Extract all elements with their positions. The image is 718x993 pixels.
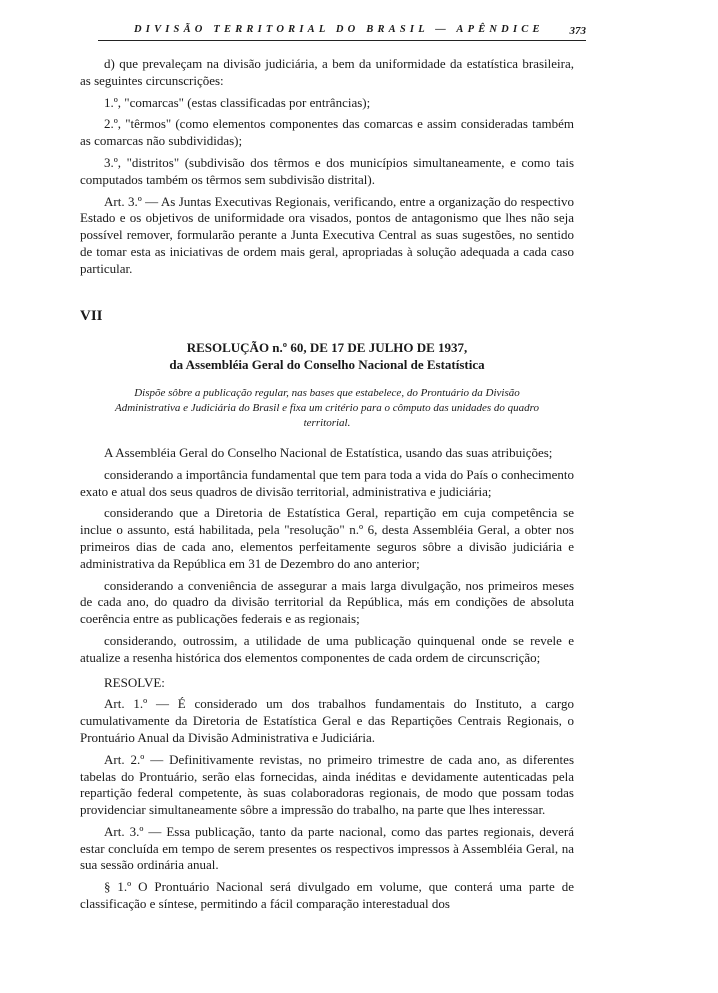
running-title: DIVISÃO TERRITORIAL DO BRASIL — APÊNDICE: [134, 24, 544, 35]
paragraph-item-d: d) que prevaleçam na divisão judiciária, a bem da uniformidade da estatística brasileira, as seguintes circunscrições:: [80, 56, 574, 88]
paragraph-art-3-previous: Art. 3.º — As Juntas Executivas Regionais, verificando, entre a organização do respectivo Estado e os objetivos de uniformidade ora visados, pontos de antagonismo que lhes não seja possível remover, formularão perante a Junta Executiva Central as suas sugestões, no sentido de tomar esta as iniciativas de ordem mais geral, apropriadas à solução adequada a cada caso particular.: [80, 193, 574, 276]
article-1: Art. 1.º — É considerado um dos trabalhos fundamentais do Instituto, a cargo cumulativamente da Diretoria de Estatística Geral e das Repartições Centrais Regionais, o Prontuário Anual da Divisão Administrativa e Judiciária.: [80, 696, 574, 745]
page-header: [98, 18, 586, 41]
article-3: Art. 3.º — Essa publicação, tanto da parte nacional, como das partes regionais, deverá estar concluída em tempo de serem presentes os respectivos impressos à Assembléia Geral, na sua sessão ordinária anual.: [80, 823, 574, 873]
paragraph-comarcas: 1.º, "comarcas" (estas classificadas por entrâncias);: [104, 94, 371, 110]
preamble-opening: A Assembléia Geral do Conselho Nacional de Estatística, usando das suas atribuições;: [104, 444, 553, 460]
section-numeral: VII: [80, 307, 103, 324]
page-number: 373: [569, 25, 586, 37]
resolution-subtitle: da Assembléia Geral do Conselho Nacional de Estatística: [169, 357, 485, 373]
resolve-label: RESOLVE:: [104, 674, 165, 690]
preamble-considerando-4: considerando, outrossim, a utilidade de uma publicação quinquenal onde se revele e atualize a resenha histórica dos elementos componentes de cada ordem de circunscrição;: [80, 632, 574, 665]
preamble-considerando-3: considerando a conveniência de assegurar a mais larga divulgação, nos primeiros meses de cada ano, do quadro da divisão territorial da República, más em condições de absoluta coerência entre as publicações federais e as regionais;: [80, 577, 574, 627]
article-2: Art. 2.º — Definitivamente revistas, no primeiro trimestre de cada ano, as diferentes tabelas do Prontuário, serão elas fornecidas, ainda inéditas e devidamente autenticadas pela repartição federal competente, às suas colaboradoras regionais, de modo que possam todas providenciar simultaneamente sôbre a impressão do trabalho, na parte que lhes interessar.: [80, 751, 574, 818]
preamble-considerando-2: considerando que a Diretoria de Estatística Geral, repartição em cuja competência se inclue o assunto, está habilitada, pela "resolução" n.º 6, desta Assembléia Geral, a obter nos primeiros dias de cada ano, elementos perfeitamente seguros sôbre a divisão judiciária e administrativa da República em 31 de Dezembro do ano anterior;: [80, 505, 574, 571]
resolution-ementa: Dispõe sôbre a publicação regular, nas bases que estabelece, do Prontuário da Divisão Administrativa e Judiciária do Brasil e fixa um critério para o cômputo das unidades do quadro territorial.: [115, 386, 539, 429]
preamble-considerando-1: considerando a importância fundamental que tem para toda a vida do País o conhecimento exato e atual dos seus quadros de divisão territorial, administrativa e judiciária;: [80, 466, 574, 499]
article-3-paragraph-1: § 1.º O Prontuário Nacional será divulgado em volume, que conterá uma parte de classificação e síntese, permitindo a fácil comparação interestadual dos: [80, 879, 574, 912]
resolution-title: RESOLUÇÃO n.º 60, DE 17 DE JULHO DE 1937,: [186, 340, 468, 356]
page-body: [80, 56, 574, 918]
paragraph-distritos: 3.º, "distritos" (subdivisão dos têrmos e dos municípios simultaneamente, e como tais computados também os têrmos sem subdivisão distrital).: [80, 154, 574, 187]
paragraph-termos: 2.º, "têrmos" (como elementos componentes das comarcas e assim consideradas também as comarcas não subdivididas);: [80, 116, 574, 149]
